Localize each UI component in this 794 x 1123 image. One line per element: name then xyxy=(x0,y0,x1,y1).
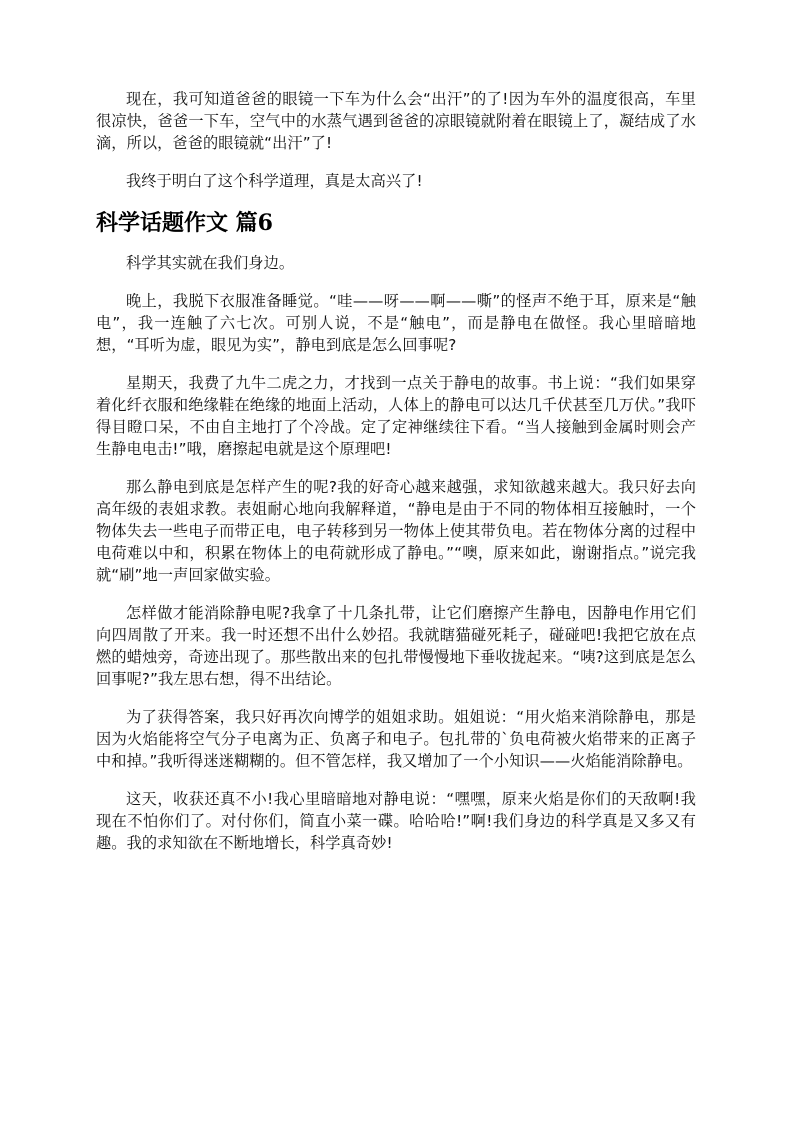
paragraph: 星期天，我费了九牛二虎之力，才找到一点关于静电的故事。书上说：“我们如果穿着化纤衣服和绝缘鞋在绝缘的地面上活动，人体上的静电可以达几千伏甚至几万伏。”我吓得目瞪口呆，不由自主地打了个冷战。定了定神继续往下看。“当人接触到金属时则会产生静电电击!”哦，磨擦起电就是这个原理吧! xyxy=(96,374,696,458)
paragraph: 晚上，我脱下衣服准备睡觉。“哇——呀——啊——嘶”的怪声不绝于耳，原来是“触电”，我一连触了六七次。可别人说，不是“触电”，而是静电在做怪。我心里暗暗地想，“耳听为虚，眼见为实”，静电到底是怎么回事呢? xyxy=(96,292,696,354)
paragraph: 那么静电到底是怎样产生的呢?我的好奇心越来越强，求知欲越来越大。我只好去向高年级的表姐求教。表姐耐心地向我解释道，“静电是由于不同的物体相互接触时，一个物体失去一些电子而带正电，电子转移到另一物体上使其带负电。若在物体分离的过程中电荷难以中和，积累在物体上的电荷就形成了静电。”“噢，原来如此，谢谢指点。”说完我就“刷”地一声回家做实验。 xyxy=(96,478,696,584)
paragraph: 现在，我可知道爸爸的眼镜一下车为什么会“出汗”的了!因为车外的温度很高，车里很凉快，爸爸一下车，空气中的水蒸气遇到爸爸的凉眼镜就附着在眼镜上了，凝结成了水滴，所以，爸爸的眼镜就“出汗”了! xyxy=(96,90,696,152)
paragraph: 我终于明白了这个科学道理，真是太高兴了! xyxy=(126,172,423,190)
section-heading: 科学话题作文 篇6 xyxy=(96,210,273,236)
paragraph: 为了获得答案，我只好再次向博学的姐姐求助。姐姐说：“用火焰来消除静电，那是因为火焰能将空气分子电离为正、负离子和电子。包扎带的`负电荷被火焰带来的正离子中和掉。”我听得迷迷糊糊的。但不管怎样，我又增加了一个小知识——火焰能消除静电。 xyxy=(96,708,696,770)
paragraph: 科学其实就在我们身边。 xyxy=(126,254,295,272)
paragraph: 怎样做才能消除静电呢?我拿了十几条扎带，让它们磨擦产生静电，因静电作用它们向四周散了开来。我一时还想不出什么妙招。我就瞎猫碰死耗子，碰碰吧!我把它放在点燃的蜡烛旁，奇迹出现了。那些散出来的包扎带慢慢地下垂收拢起来。“咦?这到底是怎么回事呢?”我左思右想，得不出结论。 xyxy=(96,604,696,688)
paragraph: 这天，收获还真不小!我心里暗暗地对静电说：“嘿嘿，原来火焰是你们的天敌啊!我现在不怕你们了。对付你们，简直小菜一碟。哈哈哈!”啊!我们身边的科学真是又多又有趣。我的求知欲在不断地增长，科学真奇妙! xyxy=(96,790,696,852)
document-page xyxy=(96,88,696,870)
